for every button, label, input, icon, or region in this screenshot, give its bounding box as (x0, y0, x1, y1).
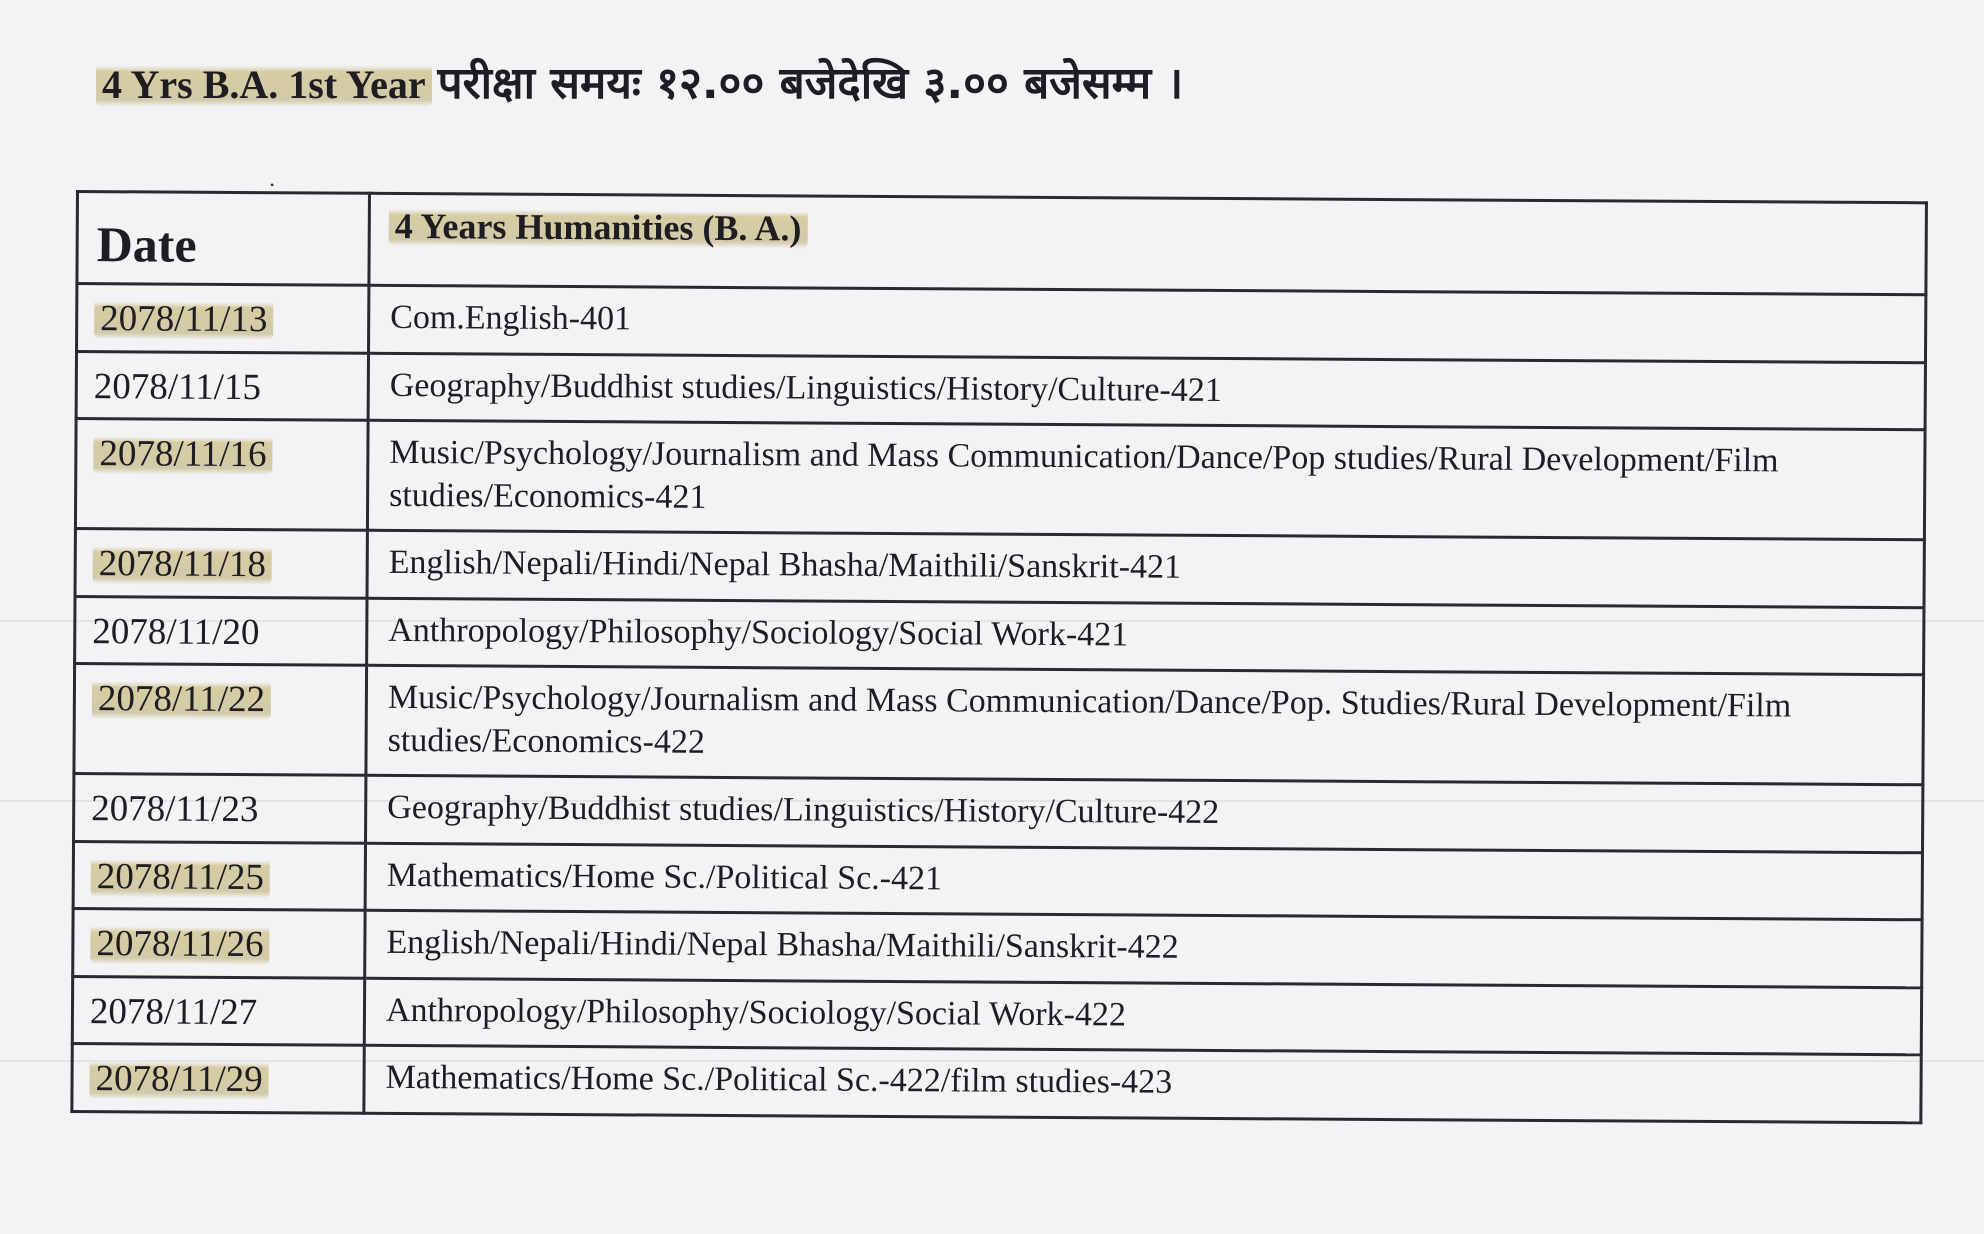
table-body (72, 284, 1926, 1123)
exam-subjects: Anthropology/Philosophy/Sociology/Social Work-422 (385, 991, 1127, 1033)
exam-date-cell (72, 1043, 364, 1112)
exam-subjects-cell (367, 530, 1924, 607)
table-row (74, 664, 1924, 785)
exam-date-cell (75, 596, 367, 665)
table-row (75, 529, 1924, 608)
exam-subjects-cell (368, 353, 1925, 430)
stray-mark: • (270, 178, 275, 192)
table-row (73, 908, 1922, 987)
exam-subjects-cell (365, 843, 1922, 920)
table-row (77, 284, 1926, 363)
exam-date-cell (75, 529, 367, 598)
column-header-subjects: 4 Years Humanities (B. A.) (369, 193, 1927, 295)
exam-subjects-cell (365, 910, 1922, 987)
table-row (72, 976, 1921, 1055)
exam-subjects-cell (367, 598, 1924, 675)
exam-subjects-cell (366, 665, 1924, 785)
exam-subjects: Music/Psychology/Journalism and Mass Communication/Dance/Pop studies/Rural Development/Film studies/Economics-421 (389, 433, 1779, 516)
table-header-row (77, 192, 1927, 295)
exam-subjects-cell (364, 978, 1921, 1055)
exam-time-notice: परीक्षा समयः १२.०० बजेदेखि ३.०० बजेसम्म । (437, 58, 1184, 109)
exam-subjects: English/Nepali/Hindi/Nepal Bhasha/Maithili/Sanskrit-422 (386, 923, 1179, 966)
exam-date-cell (77, 284, 369, 353)
table-row (74, 773, 1923, 852)
exam-subjects-cell (367, 420, 1925, 540)
exam-subjects: Geography/Buddhist studies/Linguistics/History/Culture-421 (389, 366, 1222, 409)
exam-time-header (96, 58, 1183, 111)
column-header-date: Date (77, 192, 370, 286)
exam-subjects: Mathematics/Home Sc./Political Sc.-422/film studies-423 (385, 1058, 1173, 1101)
exam-subjects-cell (369, 285, 1926, 362)
table-row (75, 419, 1925, 540)
table-row (73, 841, 1922, 920)
exam-date: 2078/11/25 (91, 856, 270, 898)
exam-date: 2078/11/29 (89, 1058, 268, 1100)
exam-date: 2078/11/18 (93, 543, 272, 585)
exam-subjects: Music/Psychology/Journalism and Mass Communication/Dance/Pop. Studies/Rural Development/Film studies/Economics-422 (387, 678, 1792, 761)
exam-date: 2078/11/15 (93, 365, 262, 408)
exam-date: 2078/11/13 (94, 298, 273, 340)
table-row (72, 1043, 1921, 1122)
table-row (76, 351, 1925, 430)
exam-subjects-cell (366, 775, 1923, 852)
exam-date-cell (76, 351, 368, 420)
exam-date-cell (74, 664, 367, 776)
exam-subjects: English/Nepali/Hindi/Nepal Bhasha/Maithili/Sanskrit-421 (388, 543, 1182, 586)
exam-subjects: Com.English-401 (390, 298, 632, 338)
exam-date-cell (75, 419, 368, 531)
exam-date-cell (73, 841, 365, 910)
exam-schedule-table (70, 190, 1928, 1124)
exam-date: 2078/11/22 (92, 678, 271, 720)
exam-date: 2078/11/20 (92, 610, 260, 653)
exam-subjects-cell (364, 1045, 1921, 1122)
exam-date: 2078/11/27 (89, 990, 258, 1033)
exam-date-cell (72, 976, 364, 1045)
exam-subjects: Anthropology/Philosophy/Sociology/Social Work-421 (388, 611, 1129, 653)
exam-date-cell (74, 773, 366, 842)
exam-date: 2078/11/23 (91, 788, 259, 831)
program-year-title: 4 Yrs B.A. 1st Year (96, 62, 432, 107)
exam-subjects: Geography/Buddhist studies/Linguistics/History/Culture-422 (387, 788, 1220, 831)
table-row (75, 596, 1924, 675)
exam-date-cell (73, 908, 365, 977)
exam-date: 2078/11/16 (93, 433, 272, 475)
exam-date: 2078/11/26 (90, 923, 269, 965)
exam-subjects: Mathematics/Home Sc./Political Sc.-421 (386, 856, 943, 897)
